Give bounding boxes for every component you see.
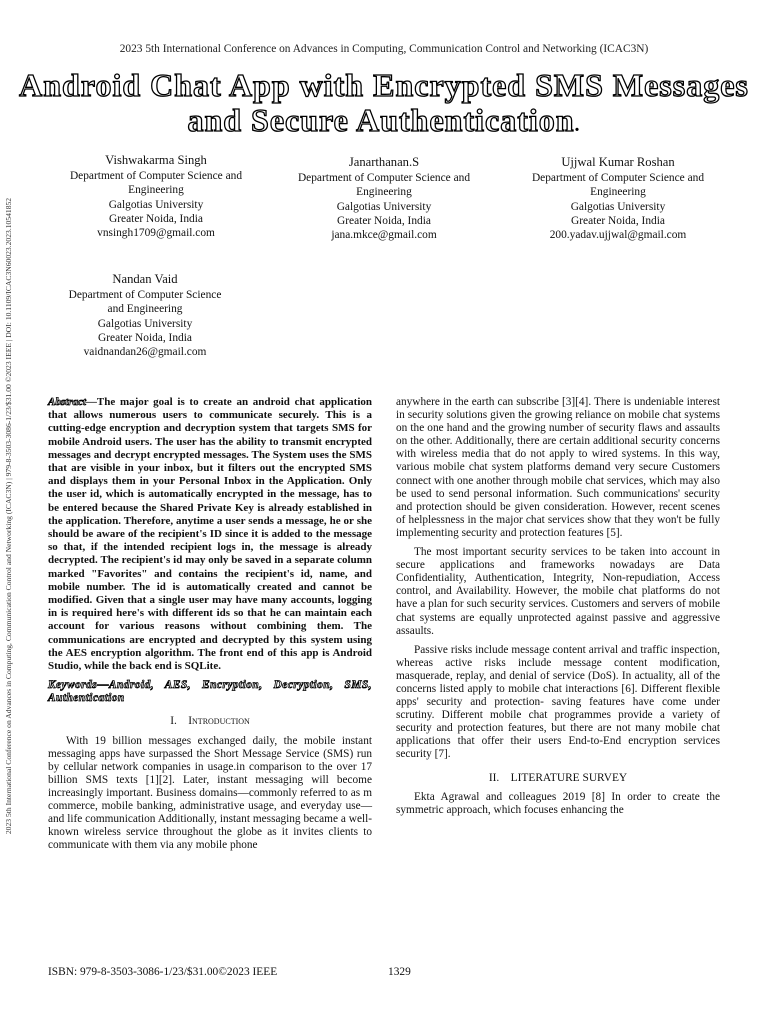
abstract-label: Abstract (48, 396, 86, 408)
body-paragraph: Ekta Agrawal and colleagues 2019 [8] In order to create the symmetric approach, which focuses enhancing the (396, 790, 720, 816)
author-line: Galgotias University (570, 200, 666, 213)
paper-title-line-1: Android Chat App with Encrypted SMS Messages (19, 67, 749, 103)
author-line: Engineering (128, 184, 184, 197)
author-line: Department of Computer Science (68, 289, 222, 302)
left-column (48, 396, 372, 858)
author-block-3 (502, 155, 734, 242)
conference-header: 2023 5th International Conference on Advances in Computing, Communication Control and Networking (ICAC3N) (119, 43, 649, 55)
page-number: 1329 (388, 966, 411, 978)
author-name: Vishwakarma Singh (105, 153, 207, 167)
body-paragraph: The most important security services to be taken into account in secure applications and frameworks nowadays are Data Confidentiality, Authentication, Integrity, Non-repudiation, Access control, and Availability. However, the mobile chat platforms do not have a plan for such security services. Customers and servers of mobile chat systems are equally unprotected against passive and aggressive assaults. (396, 546, 720, 637)
section-number: I. (170, 715, 177, 728)
author-block-2 (268, 155, 500, 242)
body-paragraph: Passive risks include message content arrival and traffic inspection, whereas active risks include message content modification, masquerade, replay, and denial of service (DoS). In actuality, all of the concerns listed apply to mobile chat interactions [6]. Different flexible apps' security and protection- saving features have come under scrutiny. Different mobile chat programmes provide a variety of security and protection features, but there are not many mobile chat applications that offer their users End-to-End encryption services security [7]. (396, 643, 720, 761)
author-line: Galgotias University (108, 198, 204, 211)
side-citation-text: 2023 5th International Conference on Advances in Computing, Communication Control and Networking (ICAC3N) | 979-8-3503-3086-1/23/$31.00 ©2023 IEEE | DOI: 10.1109/ICAC3N60023.2023.10541852 (4, 197, 13, 835)
keywords: Keywords—Android, AES, Encryption, Decryption, SMS, Authentication (48, 679, 372, 705)
section-heading-literature-survey (396, 772, 720, 785)
author-line: Department of Computer Science and (69, 170, 243, 183)
author-line: and Engineering (107, 303, 183, 316)
author-email: vaidnandan26@gmail.com (83, 346, 207, 359)
author-line: Department of Computer Science and (297, 172, 471, 185)
abstract (48, 396, 372, 673)
footer-isbn: ISBN: 979-8-3503-3086-1/23/$31.00©2023 IEEE (48, 966, 278, 978)
body-paragraph: anywhere in the earth can subscribe [3][4]. There is undeniable interest in security solutions given the growing reliance on mobile chat systems on the one hand and the growing number of security flaws and assaults on the other. Additionally, there are certain additional security concerns with wireless media that do not apply to wired systems. In this way, various mobile chat system platforms demand very secure Customers connect with one another through mobile chat services, which may also be used to send personal information. Such communications' security and protection should be given consideration. However, recent scenes of helplessness in the major chat services show that they won't be fully implementing security and protection features [5]. (396, 396, 720, 539)
section-title: Introduction (188, 715, 250, 728)
section-heading-introduction (48, 715, 372, 728)
intro-paragraph: With 19 billion messages exchanged daily, the mobile instant messaging apps have surpassed the Short Message Service (SMS) run by cellular network companies in usage.in comparison to the over 17 billion SMS texts [1][2]. Later, instant messaging will become increasingly important. Business domains—commonly referred to as m commerce, mobile banking, administrative usage, and everyday use—and life communication Additionally, instant messaging became a well-known wireless service throughout the globe as it invites clients to communicate with them via any mobile phone (48, 734, 372, 852)
author-name: Nandan Vaid (112, 272, 178, 286)
section-number: II. (488, 771, 500, 784)
author-line: Greater Noida, India (109, 212, 203, 225)
author-line: Greater Noida, India (98, 331, 192, 344)
author-block-4 (50, 272, 240, 359)
author-email: vnsingh1709@gmail.com (97, 227, 215, 240)
author-name: Janarthanan.S (348, 155, 420, 169)
author-line: Greater Noida, India (337, 214, 431, 227)
paper-title-suffix: . (574, 114, 581, 136)
author-line: Galgotias University (97, 317, 193, 330)
author-line: Galgotias University (336, 200, 432, 213)
author-line: Greater Noida, India (571, 214, 665, 227)
right-column (396, 396, 720, 823)
author-name: Ujjwal Kumar Roshan (561, 155, 675, 169)
author-line: Engineering (590, 186, 646, 199)
section-title: LITERATURE SURVEY (510, 771, 628, 784)
author-line: Department of Computer Science and (531, 172, 705, 185)
abstract-text: —The major goal is to create an android chat application that allows numerous users to communicate securely. This is a cutting-edge encryption and decryption system that targets SMS for mobile Android users. The user has the ability to transmit encrypted messages and decrypt encrypted messages. The System uses the SMS that are visible in your inbox, but it filters out the encrypted SMS and displays them in your Personal Inbox in the Application. Only the user id, which is automatically encrypted in the message, has to be entered because the Shared Private Key is already established in the application. Therefore, anytime a user sends a message, he or she should be aware of the recipient's ID since it is added to the message so that, if the intended recipient logs in, the message is already decrypted. The recipient's id may only be saved in a separate column marked "Favorites" and contains the recipient's id, name, and mobile number. The id is automatically created and cannot be modified. Given that a single user may have many accounts, logging in is required here's with different ids so that he can maintain each account for various reasons without combining them. The communications are encrypted and decrypted by this system using the AES encryption algorithm. The front end of this app is Android Studio, while the back end is SQLite. (48, 396, 372, 673)
author-email: jana.mkce@gmail.com (331, 229, 437, 242)
paper-title-line-2-text: and Secure Authentication (187, 102, 575, 138)
author-email: 200.yadav.ujjwal@gmail.com (549, 229, 687, 242)
author-line: Engineering (356, 186, 412, 199)
paper-title-line-2 (0, 103, 768, 142)
author-block-1 (40, 153, 272, 240)
